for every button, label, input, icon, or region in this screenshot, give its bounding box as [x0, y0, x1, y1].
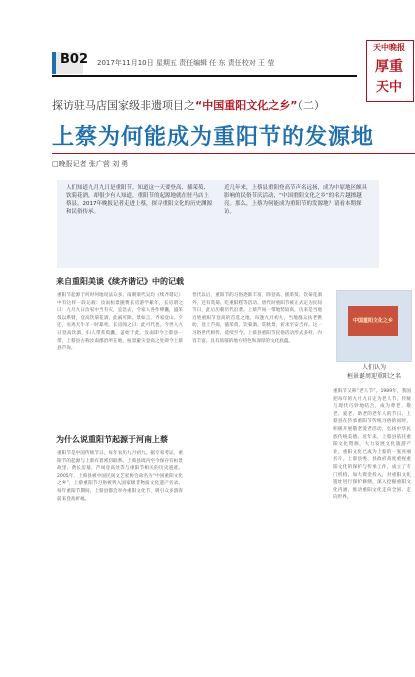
section-1-heading: 来自重阳美谈《续齐谐记》中的记载: [56, 277, 184, 286]
section-1-body: 重阳节起源于何时何地说法众多。南朝梁代吴均《续齐谐记》中有这样一段记载：汝南桓景随费长房游学累年，长房谓之曰：九月九日汝家中当有灾，宜急去，令家人各作绛囊，盛茱萸以系臂，登高饮菊花酒，此祸可除。景如言，齐家登山。夕还，见鸡犬牛羊一时暴死。长房闻之曰：此可代也。今世人九日登高饮酒，妇人带茱萸囊，盖始于此。汝南即今上蔡县一带，上蔡县古称汝南郡治所在地，桓景避灾登高之处即今上蔡县芦岗。: [57, 293, 183, 352]
header-rule: [52, 75, 357, 77]
column-name-bottom: 天中: [375, 80, 402, 95]
page-number: B02: [60, 52, 88, 67]
column-name-top: 厚重: [375, 59, 403, 75]
section-2-heading: 为什么说重阳节起源于河南上蔡: [56, 435, 168, 444]
photo-caption-line-1: 人们认为: [361, 364, 386, 371]
column-2-body: 晋代以后，重阳节的习俗逐渐丰富，除登高、插茱萸、饮菊花酒外，还有赏菊、吃重阳糕等活动。唐代时重阳节被正式定为民间节日，此后历朝历代沿袭。上蔡芦岗一带地势较高，历来是当地百姓重阳节登高的首选之地。每逢九月初九，当地群众扶老携幼，登上芦岗，插茱萸、饮菊酒、赏秋景，祈求平安吉祥。这一习俗世代相传，延续至今。上蔡县重阳节民俗活动形式多样，内容丰富，具有浓郁的地方特色和深厚的文化底蕴。: [192, 293, 322, 344]
lead-paragraph-1: 人们知道九月九日是重阳节，知道这一天要登高、插茱萸、饮菊花酒，却很少有人知道，重阳节的起源地就在驻马店上蔡县。2017年晚报记者走进上蔡，探寻重阳文化的历史渊源和民俗传承。: [66, 185, 212, 215]
page-header: [0, 0, 415, 95]
photo-sign-text: 中国重阳文化之乡: [352, 318, 393, 324]
article-byline: □晚报记者 张广营 刘 勇: [52, 160, 129, 168]
title-divider: [52, 153, 415, 154]
kicker-prefix: 探访驻马店国家级非遗项目之: [52, 99, 195, 112]
issue-meta: 2017年11月10日 星期五 责任编辑 任 东 责任校对 王 莹: [97, 59, 275, 67]
photo-caption-line-2: 桓景诞周迎重阳之名: [346, 373, 401, 380]
article-title: 上蔡为何能成为重阳节的发源地: [52, 125, 375, 150]
article-kicker: [52, 97, 325, 113]
kicker-highlight: “中国重阳文化之乡”: [195, 99, 298, 112]
column-3-body: 重阳节又称“老人节”。1989年，我国把每年的九月九日定为老人节，传统与现代巧妙地结合，成为尊老、敬老、爱老、助老的老年人的节日。上蔡县在传承重阳节传统习俗的同时，积极开展敬老爱老活动，弘扬中华民族传统美德。近年来，上蔡县依托重阳文化资源，大力发展文化旅游产业，重阳文化已成为上蔡的一张亮丽名片。上蔡县委、县政府高度重视重阳文化的保护与传承工作，成立了专门机构，加大资金投入，对重阳文化遗址进行保护修缮，深入挖掘重阳文化内涵，推动重阳文化走向全国、走向世界。: [333, 389, 411, 501]
lead-paragraph-2: 近几年来，上蔡县重阳登高节声名远扬，成为中原地区颇具影响的民俗节庆活动，“中国重阳文化之乡”的名片越擦越亮。那么，上蔡为何能成为重阳节的发源地？请看本期探访。: [224, 185, 368, 215]
kicker-suffix: （二）: [297, 99, 325, 112]
newspaper-logo-text: 天中晚报: [373, 42, 405, 52]
section-2-body: 重阳节是中国传统节日，每年农历九月初九。据专家考证，重阳节的起源与上蔡有着密切联系。上蔡县境内至今保存有桓景故里、费长房墓、芦岗登高处等与重阳节相关的历史遗迹。2005年，上蔡县被中国民间文艺家协会命名为“中国重阳文化之乡”，上蔡重阳节习俗被列入国家级非物质文化遗产名录。每年重阳节期间，上蔡县都会举办重阳文化节，吸引众多游客前来登高祈福。: [57, 451, 183, 502]
